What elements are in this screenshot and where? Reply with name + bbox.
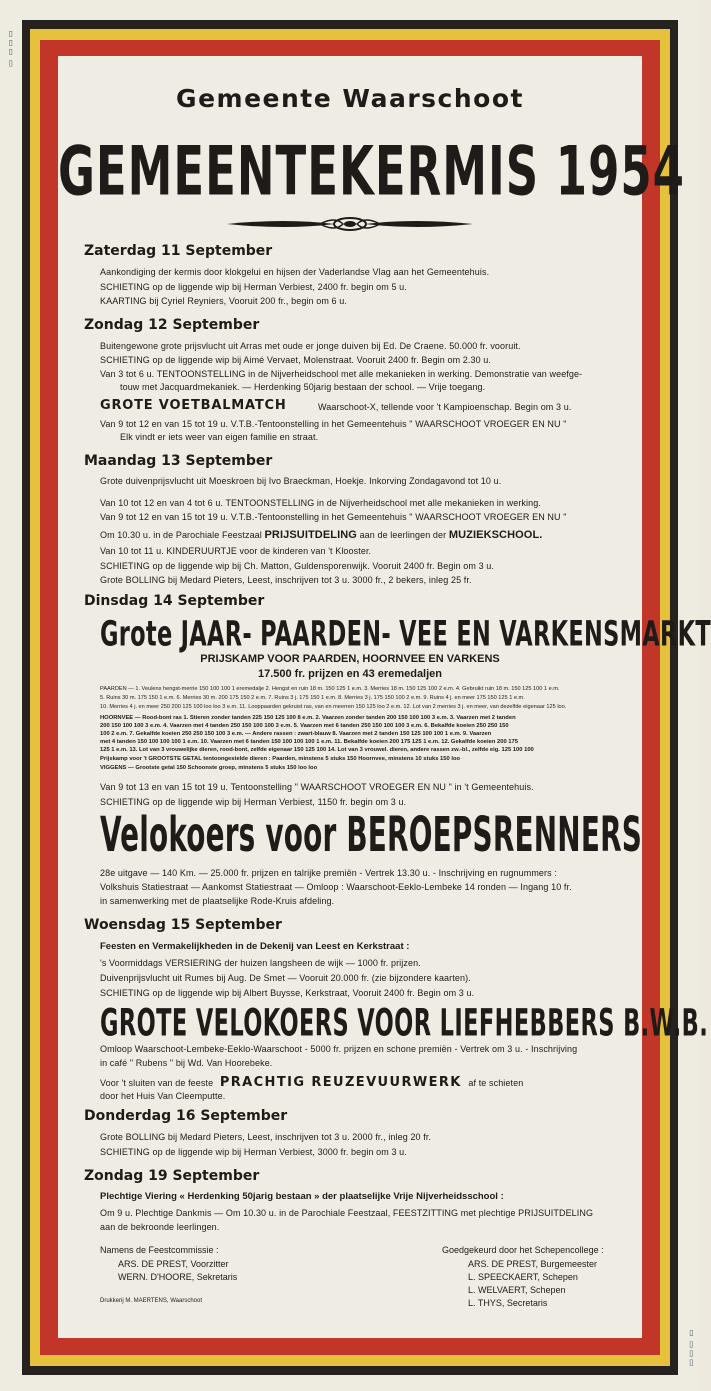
- pro-race-line: in samenwerking met de plaatselijke Rode-Kruis afdeling.: [100, 896, 335, 906]
- council-heading: Goedgekeurd door het Schepencollege :: [442, 1245, 604, 1255]
- printer-credit: Drukkerij M. MAERTENS, Waarschoot: [100, 1298, 203, 1304]
- fine-print-line: 10. Merries 4 j. en meer 250 200 125 100 loo loo 3 e.m. 11. Looppaarden gekruist ras, van en meerren 150 125 loo 2 e.m. 12. Lot van 2 merries 3 j. en meer, van dezelfde eigenaar 125 loo.: [100, 704, 567, 710]
- council-name: ARS. DE PREST, Burgemeester: [468, 1259, 598, 1269]
- committee-heading: Namens de Feestcommissie :: [100, 1245, 219, 1255]
- fireworks-line2: door het Huis Van Cleemputte.: [100, 1091, 226, 1101]
- archive-stamp-bottom: ▯ ▯▯▯: [687, 1328, 696, 1367]
- pro-race-line: 28e uitgave — 140 Km. — 25.000 fr. prijzen en talrijke premiën - Vertrek 13.30 u. - Inschrijving en rugnummers :: [100, 868, 557, 878]
- monday-line: Van 10 tot 12 en van 4 tot 6 u. TENTOONSTELLING in de Nijverheidschool met alle mekanieken in werking.: [100, 498, 541, 508]
- fireworks-post: af te schieten: [468, 1078, 524, 1088]
- monday-line: SCHIETING op de liggende wip bij Ch. Matton, Guldensporenwijk. Vooruit 2400 fr. Begin om 3 u.: [100, 561, 495, 571]
- fine-print-line: 200 150 100 100 3 e.m. 4. Vaarzen met 4 tanden 250 150 100 100 3 e.m. 5. Vaarzen met 6 tanden 250 150 100 100 3 e.m. 6. Bekalfde koeien 250 250 150: [100, 723, 509, 729]
- thursday-line: Grote BOLLING bij Medard Pieters, Leest, inschrijven tot 3 u. 2000 fr., inleg 20 fr.: [100, 1132, 432, 1142]
- fine-print-line: VIGGENS — Grootste getal 150 Schoonste groep, minstens 5 stuks 150 loo loo: [100, 765, 318, 771]
- wednesday-subheading: Feesten en Vermakelijkheden in de Dekenij van Leest en Kerkstraat :: [100, 941, 410, 952]
- football-match-title: GROTE VOETBALMATCH: [100, 398, 287, 413]
- wednesday-line: 's Voormiddags VERSIERING der huizen langsheen de wijk — 1000 fr. prijzen.: [100, 958, 421, 968]
- music-school: MUZIEKSCHOOL.: [448, 529, 543, 541]
- sunday-line: Van 3 tot 6 u. TENTOONSTELLING in de Nijverheidschool met alle mekanieken in werking. Demonstratie van weefge-: [100, 369, 583, 379]
- prizes-line: PRIJSKAMP VOOR PAARDEN, HOORNVEE EN VARKENS: [200, 653, 500, 665]
- archive-stamp: ▯ ▯▯▯: [6, 30, 15, 69]
- monday-line: Grote duivenprijsvlucht uit Moeskroen bij Ivo Braeckman, Hoekje. Inkorving Zondagavond tot 10 u.: [100, 476, 502, 486]
- fine-print-line: 5. Ruins 30 m. 175 150 1 e.m. 6. Merries 30 m. 200 175 150 2 e.m. 7. Ruins 3 j. 175 150 1 e.m. 8. Merries 3 j. 175 150 100 2 e.m. 9. Ruins 4 j. en meer 175 150 125 1 e.m.: [100, 695, 525, 701]
- fine-print-line: 125 1 e.m. 13. Lot van 3 vrouwelijke dieren, rood-bont, zelfde eigenaar 150 125 100 14. Lot van 3 vrouwel. dieren, andere rassen zw.-bl., zelfde eig. 125 100 100: [100, 747, 534, 753]
- sunday19-heading: Zondag 19 September: [84, 1168, 260, 1184]
- thursday-heading: Donderdag 16 September: [84, 1108, 288, 1124]
- saturday-heading: Zaterdag 11 September: [84, 243, 273, 259]
- committee-name: ARS. DE PREST, Voorzitter: [118, 1259, 229, 1269]
- sunday-line: Van 9 tot 12 en van 15 tot 19 u. V.T.B.-Tentoonstelling in het Gemeentehuis " WAARSCHOOT VROEGER EN NU ": [100, 419, 567, 429]
- thursday-line: SCHIETING op de liggende wip bij Herman Verbiest, 3000 fr. begin om 3 u.: [100, 1147, 407, 1157]
- amateur-race-title: GROTE VELOKOERS VOOR LIEFHEBBERS B.W.B.: [100, 1001, 709, 1045]
- prize-giving-pre: Om 10.30 u. in de Parochiale Feestzaal: [100, 530, 262, 540]
- sunday19-line: aan de bekroonde leerlingen.: [100, 1222, 220, 1232]
- fireworks-line: [100, 1076, 523, 1089]
- fine-print-line: PAARDEN — 1. Veulens hengst-merrie 150 100 100 1 eremedalje 2. Hengst en ruin 18 m. 150 125 1 e.m. 3. Merries 18 m. 150 125 100 2 e.m. 4. Gebruikt ruin 18 m. 150 125 100 1 e.m.: [100, 686, 560, 692]
- fine-print-line: HOORNVEE — Rood-bont ras 1. Stieren zonder tanden 225 150 125 100 8 e.m. 2. Vaarzen zonder tanden 200 150 100 100 3 e.m. 3. Vaarzen met 2 tanden: [100, 715, 516, 721]
- monday-line: Van 10 tot 11 u. KINDERUURTJE voor de kinderen van 't Klooster.: [100, 546, 372, 556]
- wednesday-line: SCHIETING op de liggende wip bij Albert Buysse, Kerkstraat, Vooruit 2400 fr. Begin om 3 u.: [100, 988, 475, 998]
- prize-giving-line: [100, 530, 542, 541]
- sunday-line: Buitengewone grote prijsvlucht uit Arras met oude er jonge duiven bij Ed. De Craene. 50.000 fr. vooruit.: [100, 341, 521, 351]
- tuesday-heading: Dinsdag 14 September: [84, 593, 265, 609]
- poster-body: [58, 56, 711, 1338]
- monday-line: Van 9 tot 12 en van 15 tot 19 u. V.T.B.-Tentoonstelling in het Gemeentehuis " WAARSCHOOT VROEGER EN NU ": [100, 512, 567, 522]
- ornament-divider-icon: [225, 216, 475, 232]
- sunday-line: Elk vindt er iets weer van eigen familie en straat.: [120, 432, 319, 442]
- tuesday-line: SCHIETING op de liggende wip bij Herman Verbiest, 1150 fr. begin om 3 u.: [100, 797, 407, 807]
- fireworks-title: PRACHTIG REUZEVUURWERK: [219, 1075, 462, 1090]
- saturday-line: Aankondiging der kermis door klokgelui en hijsen der Vaderlandse Vlag aan het Gemeentehuis.: [100, 267, 490, 277]
- tuesday-line: Van 9 tot 13 en van 15 tot 19 u. Tentoonstelling " WAARSCHOOT VROEGER EN NU " in 't Gemeentehuis.: [100, 782, 534, 792]
- committee-name: WERN. D'HOORE, Sekretaris: [118, 1272, 238, 1282]
- wednesday-heading: Woensdag 15 September: [84, 917, 282, 933]
- sunday-line: touw met Jacquardmekaniek. — Herdenking 50jarig bestaan der school. — Vrije toegang.: [120, 382, 486, 392]
- fine-print-line: 100 2 e.m. 7. Gekalfde koeien 250 250 150 100 3 e.m. — Andere rassen : zwart-blauw 8. Vaarzen met 2 tanden 150 125 100 100 1 e.m. 9. Vaarzen: [100, 731, 492, 737]
- council-name: L. SPEECKAERT, Schepen: [468, 1272, 578, 1282]
- monday-line: Grote BOLLING bij Medard Pieters, Leest, inschrijven tot 3 u. 3000 fr., 2 bekers, inleg 25 fr.: [100, 575, 472, 585]
- market-title: Grote JAAR- PAARDEN- VEE EN VARKENSMARKT: [100, 613, 711, 654]
- sunday-heading: Zondag 12 September: [84, 317, 260, 333]
- monday-heading: Maandag 13 September: [84, 453, 273, 469]
- pro-race-line: Volkshuis Statiestraat — Aankomst Statiestraat — Omloop : Waarschoot-Eeklo-Lembeke 14 ronden — Ingang 10 fr.: [100, 882, 572, 892]
- fine-print-line: Prijskamp voor 't GROOTSTE GETAL tentoongestelde dieren : Paarden, minstens 5 stuks 150 Hoornvee, minstens 10 stuks 150 loo: [100, 756, 461, 762]
- pro-race-title: Velokoers voor BEROEPSRENNERS: [100, 807, 643, 864]
- prize-giving-mid: aan de leerlingen der: [359, 530, 447, 540]
- wednesday-line: Duivenprijsvlucht uit Rumes bij Aug. De Smet — Vooruit 20.000 fr. (zie bijzondere kaarten).: [100, 973, 471, 983]
- poster-title: GEMEENTEKERMIS 1954: [58, 132, 685, 211]
- amateur-race-line: Omloop Waarschoot-Lembeke-Eeklo-Waarschoot - 5000 fr. prijzen en schone premiën - Vertrek om 3 u. - Inschrijving: [100, 1044, 578, 1054]
- prizes-line: 17.500 fr. prijzen en 43 eremedaljen: [257, 668, 443, 680]
- prize-giving-bold: PRIJSUITDELING: [264, 529, 357, 541]
- saturday-line: SCHIETING op de liggende wip bij Herman Verbiest, 2400 fr. begin om 5 u.: [100, 282, 407, 292]
- sunday19-subheading: Plechtige Viering « Herdenking 50jarig bestaan » der plaatselijke Vrije Nijverheidsschool :: [100, 1191, 504, 1202]
- sunday19-line: Om 9 u. Plechtige Dankmis — Om 10.30 u. in de Parochiale Feestzaal, FEESTZITTING met plechtige PRIJSUITDELING: [100, 1208, 594, 1218]
- fine-print-line: met 4 tanden 150 100 100 100 1 e.m. 10. Vaarzen met 6 tanden 150 100 100 100 1 e.m. 11. Bekalfde koeien 200 175 125 1 e.m. 12. Gekalfde koeien 200 175: [100, 739, 518, 745]
- council-name: L. THYS, Secretaris: [468, 1298, 548, 1308]
- fireworks-pre: Voor 't sluiten van de feeste: [100, 1078, 214, 1088]
- municipality-heading: Gemeente Waarschoot: [176, 84, 524, 113]
- saturday-line: KAARTING bij Cyriel Reyniers, Vooruit 200 fr., begin om 6 u.: [100, 296, 347, 306]
- amateur-race-line: in café " Rubens " bij Wd. Van Hoorebeke.: [100, 1058, 273, 1068]
- council-name: L. WELVAERT, Schepen: [468, 1285, 566, 1295]
- football-match-text: Waarschoot-X, tellende voor 't Kampioenschap. Begin om 3 u.: [318, 402, 572, 412]
- sunday-line: SCHIETING op de liggende wip bij Aimé Vervaet, Molenstraat. Vooruit 2400 fr. Begin om 2.30 u.: [100, 355, 492, 365]
